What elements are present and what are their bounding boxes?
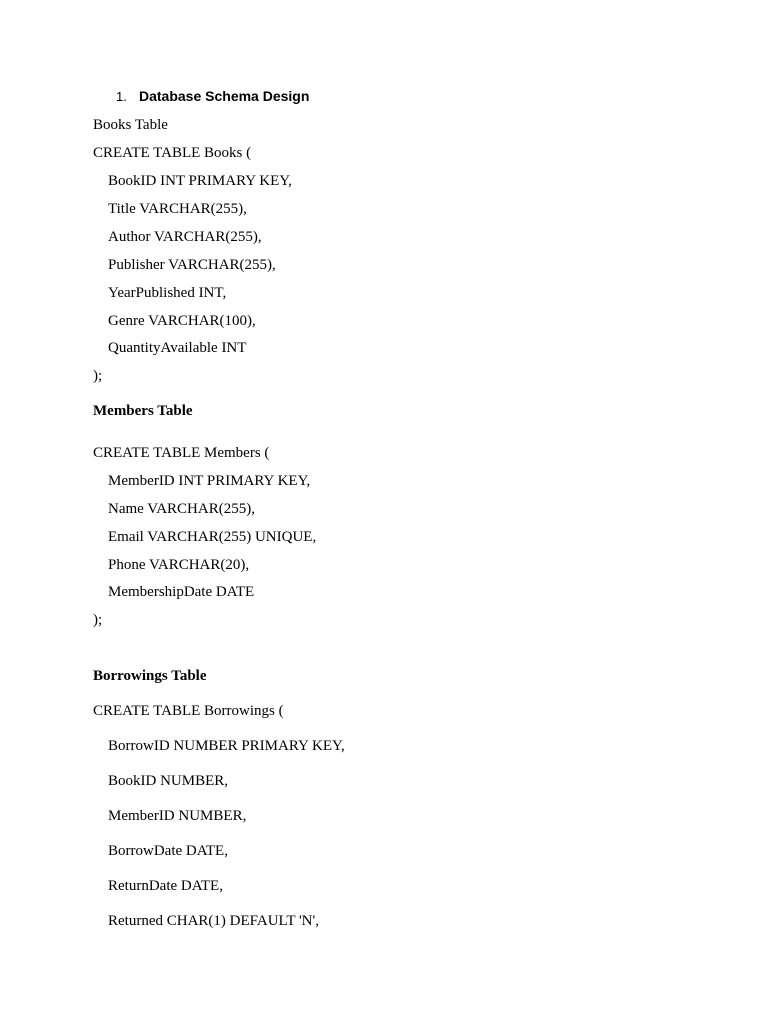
code-line: Email VARCHAR(255) UNIQUE, bbox=[108, 529, 317, 545]
code-line: ); bbox=[93, 368, 103, 384]
members-table-label: Members Table bbox=[93, 403, 193, 419]
code-line: BookID INT PRIMARY KEY, bbox=[108, 173, 292, 189]
code-line: BookID NUMBER, bbox=[108, 773, 229, 789]
code-line: MembershipDate DATE bbox=[108, 584, 255, 600]
borrowings-table-label: Borrowings Table bbox=[93, 668, 207, 684]
code-line: Title VARCHAR(255), bbox=[108, 201, 247, 217]
list-number: 1. bbox=[116, 89, 127, 104]
code-line: MemberID INT PRIMARY KEY, bbox=[108, 473, 311, 489]
code-line: Returned CHAR(1) DEFAULT 'N', bbox=[108, 913, 319, 929]
code-line: MemberID NUMBER, bbox=[108, 808, 247, 824]
code-line: ReturnDate DATE, bbox=[108, 878, 223, 894]
code-line: CREATE TABLE Borrowings ( bbox=[93, 703, 284, 719]
code-line: Name VARCHAR(255), bbox=[108, 501, 255, 517]
code-line: CREATE TABLE Books ( bbox=[93, 145, 252, 161]
section-heading: Database Schema Design bbox=[139, 88, 310, 104]
code-line: BorrowDate DATE, bbox=[108, 843, 228, 859]
code-line: BorrowID NUMBER PRIMARY KEY, bbox=[108, 738, 345, 754]
code-line: ); bbox=[93, 612, 103, 628]
code-line: QuantityAvailable INT bbox=[108, 340, 247, 356]
code-line: Author VARCHAR(255), bbox=[108, 229, 262, 245]
code-line: Phone VARCHAR(20), bbox=[108, 557, 250, 573]
code-line: CREATE TABLE Members ( bbox=[93, 445, 270, 461]
books-table-label: Books Table bbox=[93, 117, 168, 133]
code-line: YearPublished INT, bbox=[108, 285, 227, 301]
code-line: Genre VARCHAR(100), bbox=[108, 313, 256, 329]
code-line: Publisher VARCHAR(255), bbox=[108, 257, 276, 273]
